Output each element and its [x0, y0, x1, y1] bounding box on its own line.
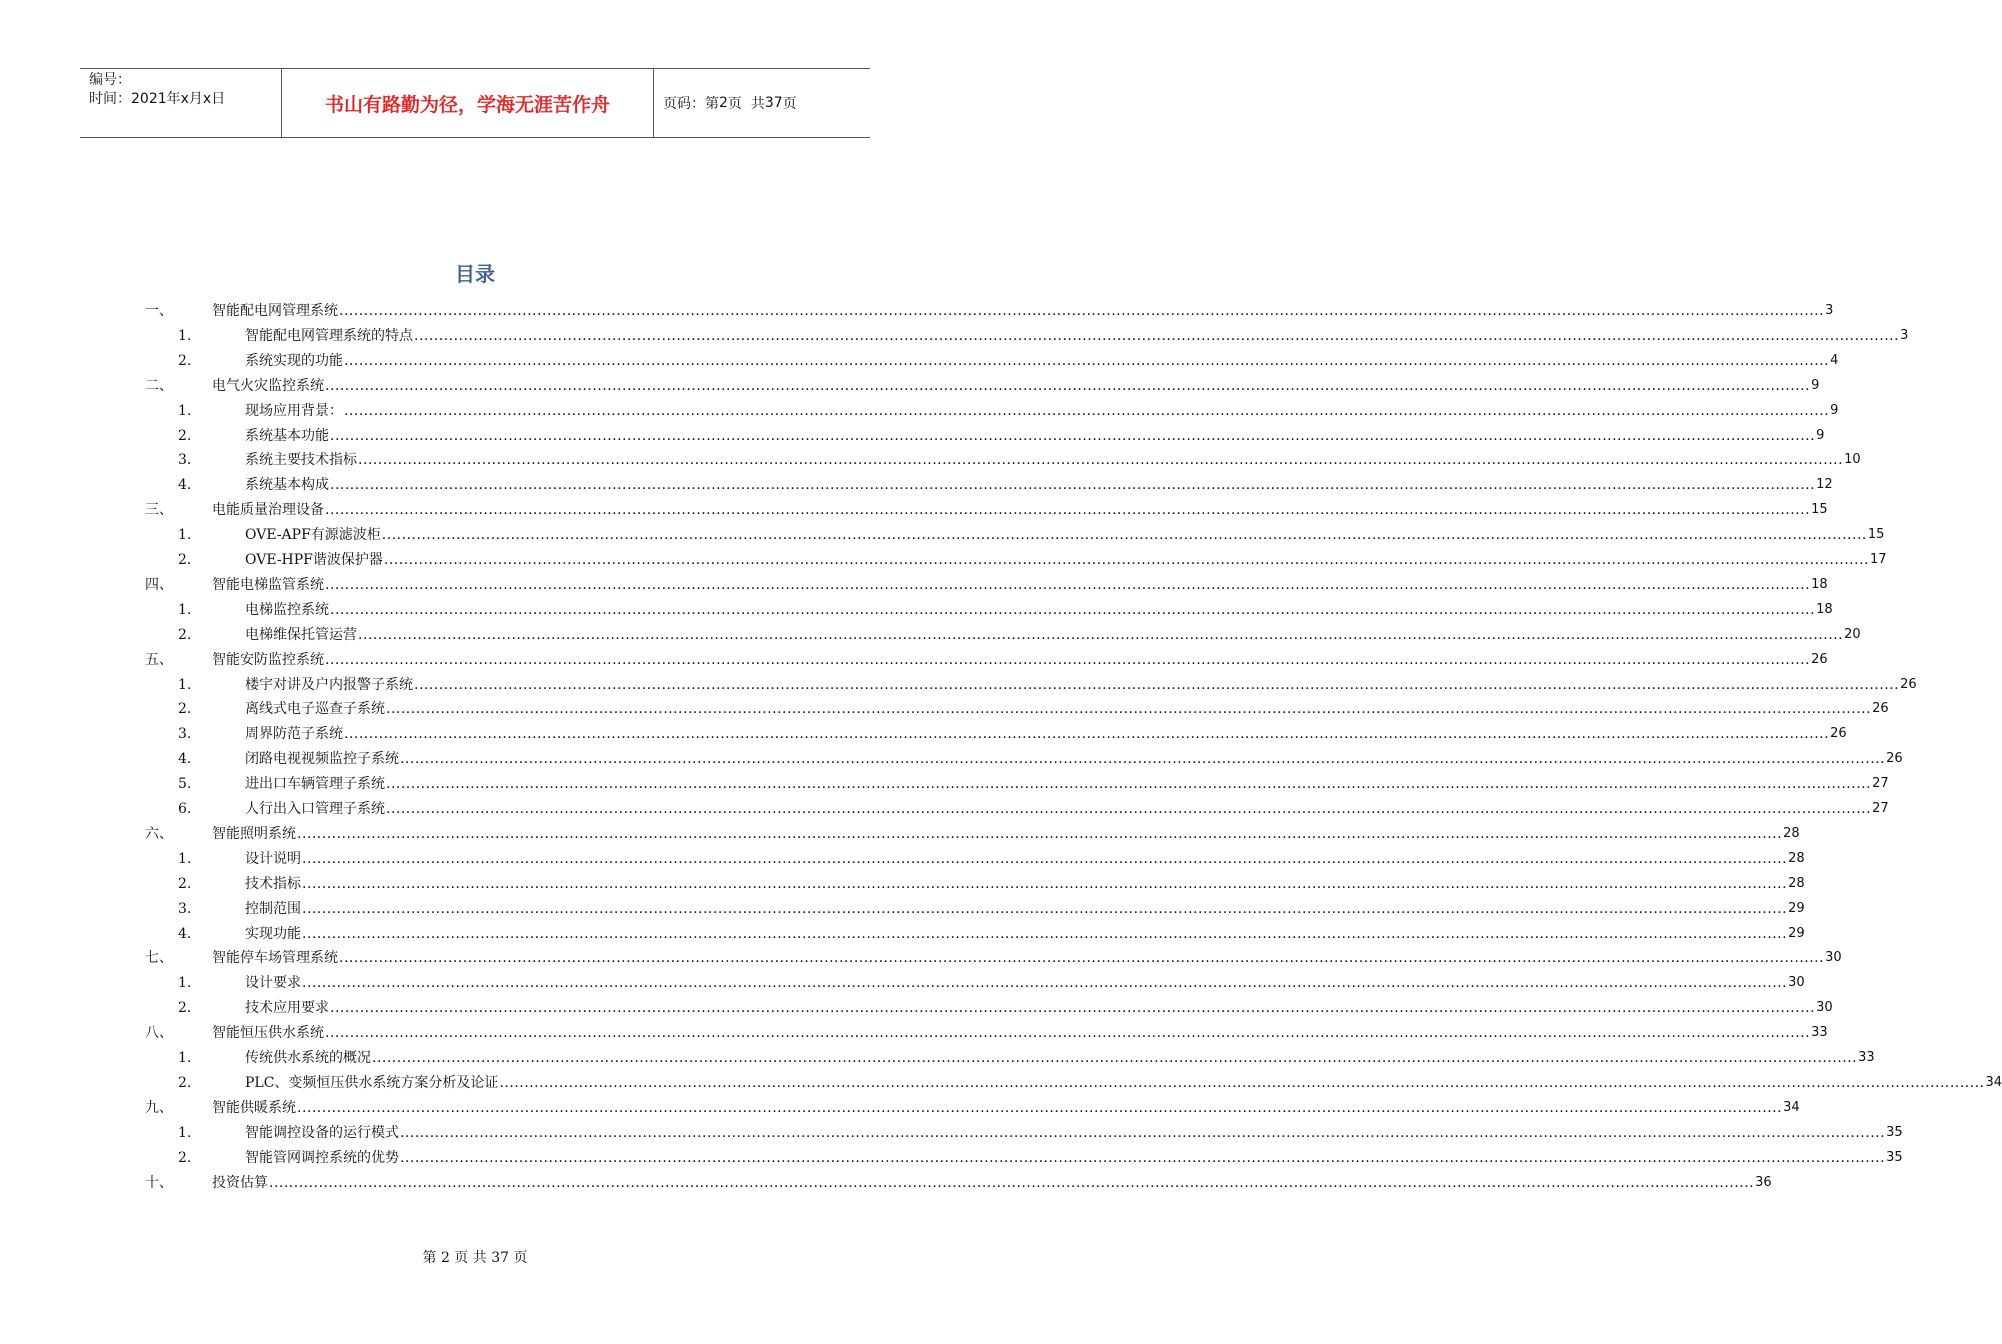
toc-page-number: 28 [1783, 825, 1800, 841]
toc-entry [245, 723, 1847, 745]
toc-entry [245, 798, 1889, 820]
toc-entry [212, 1172, 1772, 1194]
toc-page-number: 36 [1755, 1174, 1772, 1190]
toc-page-number: 26 [1872, 701, 1889, 717]
toc-page-number: 26 [1900, 676, 1917, 692]
toc-subsection[interactable] [0, 400, 1839, 422]
toc-page-number: 26 [1886, 751, 1903, 767]
page-footer: 第 2 页 共 37 页 [422, 1250, 528, 1266]
toc-entry [212, 1022, 1828, 1044]
toc-entry [212, 1097, 1800, 1119]
toc-subsection[interactable] [0, 474, 1833, 496]
toc-leader-dots: ............................................................................................................................................................................................................................................................................................................ [302, 925, 1788, 942]
toc-page-number: 35 [1886, 1124, 1903, 1140]
toc-entry [245, 624, 1861, 646]
page-mid: 页 共 [727, 96, 765, 112]
page-prefix: 页码：第 [663, 96, 719, 112]
toc-entry-title: 进出口车辆管理子系统 [245, 773, 386, 795]
toc-leader-dots: ............................................................................................................................................................................................................................................................................................................ [330, 1000, 1816, 1017]
toc-entry-title: 控制范围 [245, 898, 302, 920]
toc-subsection[interactable] [0, 624, 1861, 646]
toc-entry [245, 748, 1903, 770]
toc-number: 二、 [145, 377, 173, 394]
toc-page-number: 33 [1858, 1050, 1875, 1065]
toc-section[interactable] [0, 823, 1800, 845]
toc-leader-dots: ............................................................................................................................................................................................................................................................................................................ [330, 601, 1816, 618]
toc-leader-dots: ............................................................................................................................................................................................................................................................................................................ [344, 402, 1830, 419]
toc-number: 1. [178, 1050, 192, 1066]
toc-leader-dots: ............................................................................................................................................................................................................................................................................................................ [381, 527, 1867, 544]
toc-page-number: 3 [1900, 327, 1909, 343]
toc-number: 3. [178, 726, 192, 743]
toc-entry-title: 智能电梯监管系统 [212, 574, 325, 596]
toc-number: 八、 [145, 1025, 173, 1042]
toc-entry [245, 549, 1887, 571]
toc-number: 2. [178, 1074, 192, 1091]
toc-page-number: 26 [1811, 651, 1828, 667]
toc-entry [245, 474, 1833, 496]
toc-number: 1. [178, 975, 192, 992]
toc-entry-title: 人行出入口管理子系统 [245, 798, 386, 820]
toc-number: 1. [178, 327, 192, 344]
toc-entry-title: 系统实现的功能 [245, 350, 344, 372]
toc-page-number: 9 [1816, 427, 1825, 443]
header-info-cell [80, 69, 282, 137]
toc-entry-title: 智能管网调控系统的优势 [245, 1147, 400, 1169]
toc-leader-dots: ............................................................................................................................................................................................................................................................................................................ [372, 1050, 1858, 1066]
toc-entry [245, 848, 1805, 870]
toc-number: 2. [178, 1000, 192, 1017]
toc-subsection[interactable] [0, 773, 1889, 795]
toc-section[interactable] [0, 1172, 1772, 1194]
toc-entry-title: 现场应用背景： [245, 400, 344, 422]
toc-number: 2. [178, 1149, 192, 1166]
toc-entry [245, 325, 1909, 347]
toc-subsection[interactable] [0, 1072, 2002, 1094]
toc-subsection[interactable] [0, 599, 1833, 621]
toc-entry-title: 投资估算 [212, 1172, 269, 1194]
toc-entry-title: 电梯监控系统 [245, 599, 330, 621]
toc-page-number: 29 [1788, 900, 1805, 916]
toc-entry [245, 923, 1805, 945]
toc-entry-title: 闭路电视视频监控子系统 [245, 748, 400, 770]
toc-subsection[interactable] [0, 549, 1887, 571]
toc-leader-dots: ............................................................................................................................................................................................................................................................................................................ [339, 950, 1825, 967]
toc-entry [245, 1072, 2002, 1094]
toc-subsection[interactable] [0, 524, 1885, 546]
toc-entry-title: 智能配电网管理系统 [212, 300, 339, 322]
toc-subsection[interactable] [0, 972, 1805, 994]
toc-leader-dots: ............................................................................................................................................................................................................................................................................................................ [330, 477, 1816, 494]
toc-leader-dots: ............................................................................................................................................................................................................................................................................................................ [400, 1124, 1886, 1141]
toc-entry-title: 设计要求 [245, 972, 302, 994]
header-page-cell [654, 69, 870, 137]
toc-number: 1. [178, 850, 192, 867]
toc-leader-dots: ............................................................................................................................................................................................................................................................................................................ [325, 651, 1811, 668]
serial-label: 编号： [89, 72, 131, 88]
toc-subsection[interactable] [0, 997, 1833, 1019]
toc-leader-dots: ............................................................................................................................................................................................................................................................................................................ [302, 900, 1788, 917]
toc-entry-title: 智能调控设备的运行模式 [245, 1122, 400, 1144]
toc-entry [245, 350, 1839, 372]
toc-entry-title: 周界防范子系统 [245, 723, 344, 745]
toc-entry [212, 375, 1820, 397]
toc-entry [245, 773, 1889, 795]
toc-page-number: 18 [1811, 576, 1828, 592]
toc-entry-title: 楼宇对讲及户内报警子系统 [245, 674, 414, 696]
toc-number: 4. [178, 477, 192, 494]
toc-leader-dots: ............................................................................................................................................................................................................................................................................................................ [302, 875, 1788, 892]
toc-number: 4. [178, 751, 192, 768]
toc-entry-title: 技术指标 [245, 873, 302, 895]
toc-number: 九、 [145, 1099, 173, 1116]
toc-entry [212, 300, 1834, 322]
toc-leader-dots: ............................................................................................................................................................................................................................................................................................................ [330, 427, 1816, 444]
time-label: 时间：2021年x月x日 [89, 91, 226, 107]
toc-section[interactable] [0, 947, 1842, 969]
toc-entry-title: 实现功能 [245, 923, 302, 945]
toc-leader-dots: ............................................................................................................................................................................................................................................................................................................ [386, 701, 1872, 718]
toc-entry-title: 设计说明 [245, 848, 302, 870]
toc-number: 2. [178, 701, 192, 718]
toc-number: 五、 [145, 651, 173, 668]
motto: 书山有路勤为径，学海无涯苦作舟 [282, 69, 654, 137]
toc-number: 3. [178, 452, 192, 469]
toc-page-number: 30 [1816, 1000, 1833, 1016]
toc-page-number: 15 [1811, 502, 1828, 518]
toc-number: 四、 [145, 576, 173, 593]
toc-subsection[interactable] [0, 698, 1889, 720]
toc-page-number: 33 [1811, 1025, 1828, 1041]
toc-leader-dots: ............................................................................................................................................................................................................................................................................................................ [325, 576, 1811, 593]
toc-entry [212, 947, 1842, 969]
toc-leader-dots: ............................................................................................................................................................................................................................................................................................................ [386, 776, 1872, 793]
toc-entry [212, 499, 1828, 521]
toc-subsection[interactable] [0, 325, 1909, 347]
toc-entry-title: 电梯维保托管运营 [245, 624, 358, 646]
toc-entry [245, 599, 1833, 621]
toc-subsection[interactable] [0, 674, 1917, 696]
toc-leader-dots: ............................................................................................................................................................................................................................................................................................................ [339, 303, 1825, 319]
toc-entry-title: 系统主要技术指标 [245, 449, 358, 471]
toc-number: 5. [178, 776, 192, 793]
toc-entry [245, 972, 1805, 994]
toc-page-number: 28 [1788, 850, 1805, 866]
toc-leader-dots: ............................................................................................................................................................................................................................................................................................................ [400, 1149, 1886, 1166]
toc-entry-title: 技术应用要求 [245, 997, 330, 1019]
toc-entry-title: 系统基本构成 [245, 474, 330, 496]
toc-entry [245, 425, 1825, 447]
toc-leader-dots: ............................................................................................................................................................................................................................................................................................................ [269, 1174, 1755, 1191]
toc-leader-dots: ............................................................................................................................................................................................................................................................................................................ [325, 502, 1811, 519]
toc-leader-dots: ............................................................................................................................................................................................................................................................................................................ [383, 552, 1869, 568]
toc-page-number: 10 [1844, 452, 1861, 468]
toc-entry [212, 649, 1828, 671]
toc-leader-dots: ............................................................................................................................................................................................................................................................................................................ [414, 327, 1900, 344]
toc-page-number: 34 [1783, 1099, 1800, 1115]
toc-entry [212, 574, 1828, 596]
toc-leader-dots: ............................................................................................................................................................................................................................................................................................................ [358, 626, 1844, 643]
toc-entry-title: 电气火灾监控系统 [212, 375, 325, 397]
toc-entry [245, 997, 1833, 1019]
toc-page-number: 12 [1816, 477, 1833, 493]
toc-page-number: 29 [1788, 925, 1805, 941]
toc-entry [212, 823, 1800, 845]
toc-subsection[interactable] [0, 848, 1805, 870]
toc-entry-title: 离线式电子巡查子系统 [245, 698, 386, 720]
toc-leader-dots: ............................................................................................................................................................................................................................................................................................................ [325, 1025, 1811, 1042]
toc-page-number: 30 [1825, 950, 1842, 966]
toc-number: 一、 [145, 303, 173, 319]
toc-subsection[interactable] [0, 923, 1805, 945]
toc-number: 1. [178, 676, 192, 693]
toc-title: 目录 [455, 262, 495, 286]
toc-leader-dots: ............................................................................................................................................................................................................................................................................................................ [400, 751, 1886, 768]
toc-page-number: 9 [1830, 402, 1839, 418]
toc-entry [245, 1122, 1903, 1144]
toc-entry-title: OVE-APF有源滤波柜 [245, 524, 382, 546]
toc-number: 1. [178, 601, 192, 618]
header-table [80, 68, 870, 138]
toc-entry [245, 400, 1839, 422]
toc-number: 1. [178, 527, 192, 544]
page-current: 2 [719, 95, 728, 111]
toc-leader-dots: ............................................................................................................................................................................................................................................................................................................ [302, 975, 1788, 992]
toc-page-number: 15 [1867, 527, 1885, 543]
toc-entry-title: OVE-HPF谐波保护器 [245, 549, 384, 571]
toc-page-number: 17 [1869, 552, 1887, 567]
toc-entry-title: 智能恒压供水系统 [212, 1022, 325, 1044]
toc-leader-dots: ............................................................................................................................................................................................................................................................................................................ [344, 726, 1830, 743]
toc-number: 1. [178, 1124, 192, 1141]
toc-entry [245, 873, 1805, 895]
toc-page-number: 3 [1825, 303, 1834, 318]
toc-leader-dots: ............................................................................................................................................................................................................................................................................................................ [344, 352, 1830, 369]
toc-page-number: 26 [1830, 726, 1847, 742]
toc-leader-dots: ............................................................................................................................................................................................................................................................................................................ [414, 676, 1900, 693]
toc-number: 2. [178, 427, 192, 444]
toc-entry-title: 智能配电网管理系统的特点 [245, 325, 414, 347]
toc-entry [245, 674, 1917, 696]
toc-entry-title: 智能照明系统 [212, 823, 297, 845]
toc-subsection[interactable] [0, 350, 1839, 372]
toc-section[interactable] [0, 1022, 1828, 1044]
toc-number: 六、 [145, 825, 173, 842]
toc-page-number: 27 [1872, 776, 1889, 792]
toc-section[interactable] [0, 375, 1820, 397]
toc-page-number: 20 [1844, 626, 1861, 642]
toc-number: 1. [178, 402, 192, 419]
toc-leader-dots: ............................................................................................................................................................................................................................................................................................................ [499, 1074, 1985, 1091]
toc-section[interactable] [0, 574, 1828, 596]
toc-subsection[interactable] [0, 798, 1889, 820]
toc-entry-title: 电能质量治理设备 [212, 499, 325, 521]
toc-entry [245, 1147, 1903, 1169]
toc-number: 十、 [145, 1174, 173, 1191]
toc-entry [245, 524, 1885, 546]
toc-subsection[interactable] [0, 898, 1805, 920]
toc-subsection[interactable] [0, 1122, 1903, 1144]
toc-section[interactable] [0, 1097, 1800, 1119]
toc-number: 4. [178, 925, 192, 942]
toc-leader-dots: ............................................................................................................................................................................................................................................................................................................ [325, 377, 1811, 394]
toc-number: 2. [178, 552, 192, 568]
toc-number: 6. [178, 801, 192, 817]
toc-subsection[interactable] [0, 449, 1861, 471]
toc-page-number: 30 [1788, 975, 1805, 991]
toc-entry [245, 698, 1889, 720]
toc-subsection[interactable] [0, 1047, 1875, 1069]
toc-entry-title: PLC、变频恒压供水系统方案分析及论证 [245, 1072, 499, 1094]
toc-number: 2. [178, 875, 192, 892]
toc-subsection[interactable] [0, 748, 1903, 770]
toc-entry-title: 智能供暖系统 [212, 1097, 297, 1119]
page-suffix: 页 [782, 96, 797, 112]
page-total: 37 [764, 95, 783, 111]
toc-page-number: 28 [1788, 875, 1805, 891]
toc-entry [245, 449, 1861, 471]
toc-subsection[interactable] [0, 1147, 1903, 1169]
toc-number: 2. [178, 626, 192, 643]
toc-entry [245, 1047, 1875, 1069]
toc-leader-dots: ............................................................................................................................................................................................................................................................................................................ [297, 1099, 1783, 1116]
toc-entry-title: 传统供水系统的概况 [245, 1047, 372, 1069]
toc-section[interactable] [0, 300, 1834, 322]
toc-page-number: 34 [1985, 1074, 2002, 1090]
toc-leader-dots: ............................................................................................................................................................................................................................................................................................................ [386, 801, 1872, 817]
toc-leader-dots: ............................................................................................................................................................................................................................................................................................................ [358, 452, 1844, 469]
toc-number: 2. [178, 352, 192, 369]
toc-subsection[interactable] [0, 425, 1825, 447]
toc-subsection[interactable] [0, 873, 1805, 895]
toc-entry-title: 系统基本功能 [245, 425, 330, 447]
toc-page-number: 9 [1811, 377, 1820, 393]
toc-page-number: 4 [1830, 352, 1839, 368]
toc-entry-title: 智能安防监控系统 [212, 649, 325, 671]
toc-number: 三、 [145, 502, 173, 519]
toc-entry [245, 898, 1805, 920]
toc-subsection[interactable] [0, 723, 1847, 745]
toc-page-number: 18 [1816, 601, 1833, 617]
toc-entry-title: 智能停车场管理系统 [212, 947, 339, 969]
toc-leader-dots: ............................................................................................................................................................................................................................................................................................................ [302, 850, 1788, 867]
toc-leader-dots: ............................................................................................................................................................................................................................................................................................................ [297, 825, 1783, 842]
toc-number: 七、 [145, 950, 173, 967]
toc-section[interactable] [0, 499, 1828, 521]
toc-number: 3. [178, 900, 192, 917]
toc-section[interactable] [0, 649, 1828, 671]
toc-page-number: 35 [1886, 1149, 1903, 1165]
toc-page-number: 27 [1872, 801, 1889, 816]
